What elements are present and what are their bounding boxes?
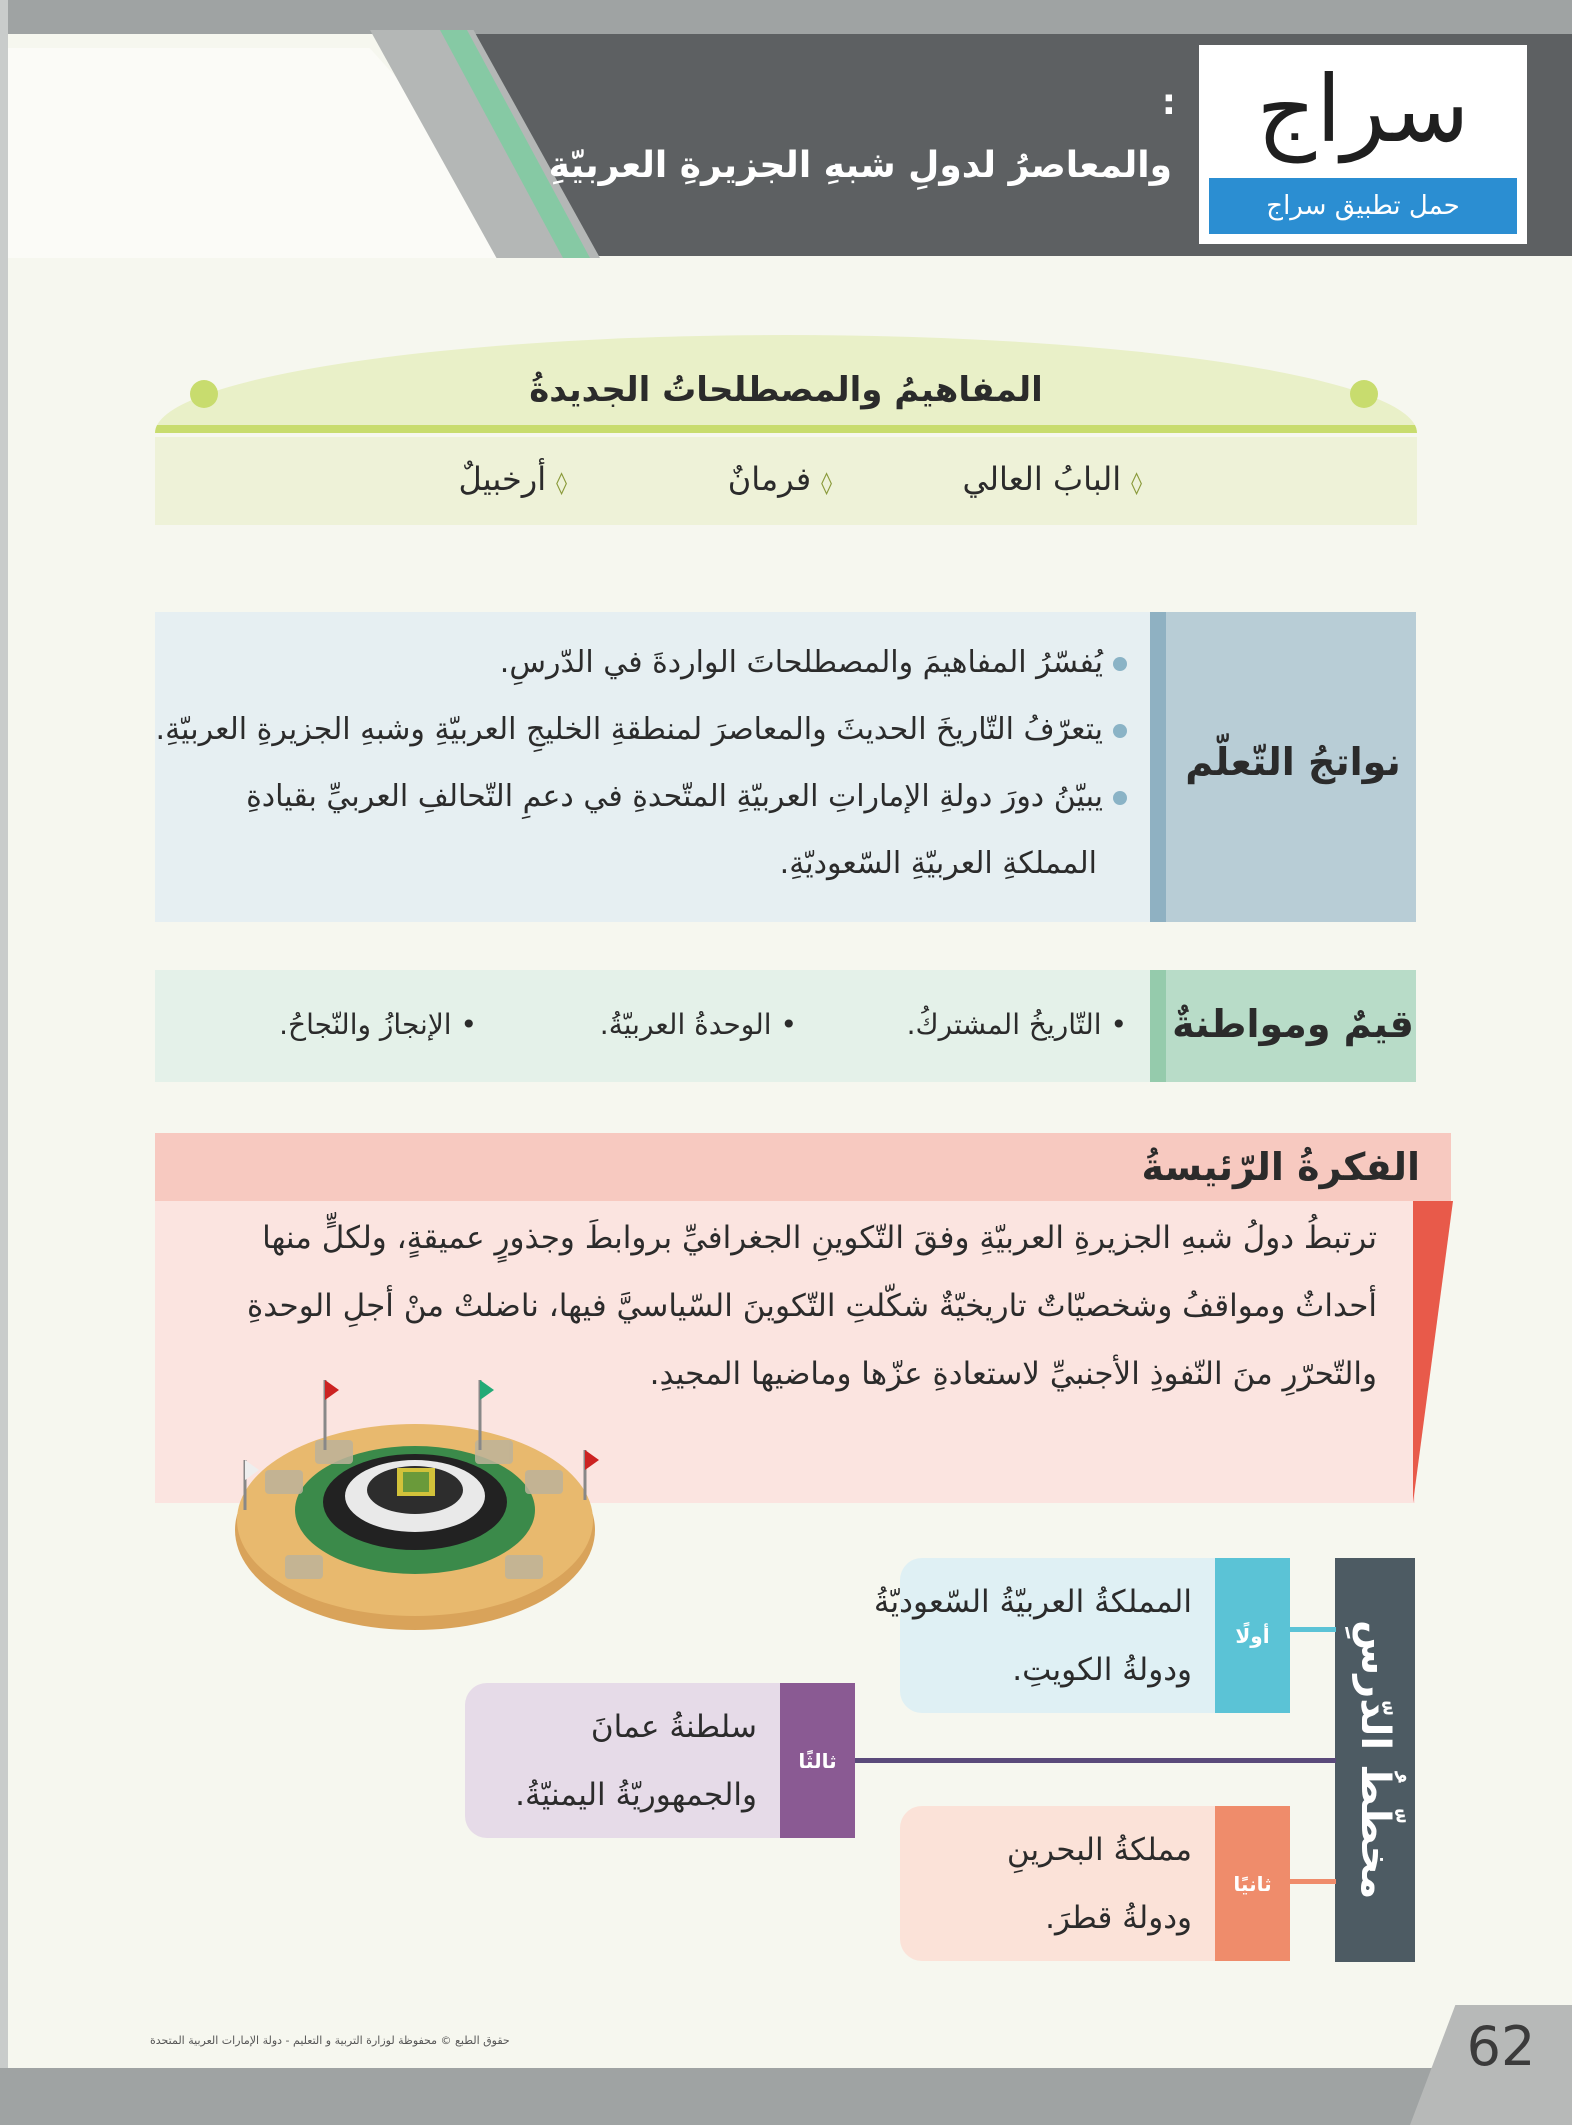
value-item: • الوحدةُ العربيّةُ.: [599, 1008, 797, 1041]
gcc-roundtable-illustration: [225, 1360, 605, 1640]
outcome-item-continued: المملكةِ العربيّةِ السّعوديّةِ.: [779, 846, 1097, 881]
lesson-plan-label-wrap: [1335, 1558, 1415, 1962]
main-idea-title: الفكرةُ الرّئيسةُ: [1141, 1145, 1420, 1189]
copyright-notice: حقوق الطبع © محفوظة لوزارة التربية و التعليم - دولة الإمارات العربية المتحدة: [150, 2034, 510, 2047]
plan-tag-second: ثانيًا: [1215, 1806, 1290, 1961]
concept-term: ◊البابُ العالي: [962, 460, 1142, 498]
learning-outcomes-label: نواتجُ التّعلّم: [1185, 740, 1401, 784]
plan-card-first-text: المملكةُ العربيّةُ السّعوديّةُ ودولةُ الكويتِ.: [873, 1584, 1192, 1688]
plan-tag-third: ثالثًا: [780, 1683, 855, 1838]
main-idea-accent: [1413, 1201, 1453, 1503]
main-idea-line: والتّحرّرِ منَ النّفوذِ الأجنبيِّ لاستعادةِ عزّها وماضيها المجيدِ.: [649, 1356, 1377, 1392]
lesson-title: والمعاصرُ لدولِ شبهِ الجزيرةِ العربيّةِ: [548, 145, 1172, 186]
dot-bullet-icon: [1113, 657, 1127, 671]
connector-second: [1290, 1879, 1336, 1884]
concepts-title: المفاهيمُ والمصطلحاتُ الجديدةُ: [529, 370, 1043, 410]
dot-bullet-icon: [1113, 791, 1127, 805]
connector-third: [855, 1758, 1336, 1763]
plan-tag-first: أولًا: [1215, 1558, 1290, 1713]
diamond-bullet-icon: ◊: [1131, 471, 1142, 496]
values-divider: [1150, 970, 1166, 1082]
concept-term: ◊أرخبيلٌ: [458, 460, 567, 498]
dot-bullet-icon: [1113, 724, 1127, 738]
page-edge: [0, 0, 8, 2125]
value-item: • التّاريخُ المشتركُ.: [906, 1008, 1127, 1041]
siraj-logo[interactable]: [1196, 42, 1530, 247]
header-colon: :: [1161, 82, 1176, 123]
outcome-item: يبيّنُ دورَ دولةِ الإماراتِ العربيّةِ المتّحدةِ في دعمِ التّحالفِ العربيِّ بقيادةِ: [246, 779, 1127, 814]
siraj-app-tagline: حمل تطبيق سراج: [1209, 178, 1517, 234]
lesson-plan-label: مخطّطُ الدّرسِ: [1352, 1620, 1398, 1900]
diamond-bullet-icon: ◊: [556, 471, 567, 496]
page-number: 62: [1466, 2015, 1536, 2078]
top-strip: [0, 0, 1572, 34]
value-item: • الإنجازُ والنّجاحُ.: [279, 1008, 477, 1041]
plan-card-second-text: مملكةُ البحرينِ ودولةُ قطرَ.: [1006, 1832, 1192, 1936]
diamond-bullet-icon: ◊: [821, 471, 832, 496]
connector-first: [1290, 1627, 1336, 1632]
main-idea-line: ترتبطُ دولُ شبهِ الجزيرةِ العربيّةِ وفقَ التّكوينِ الجغرافيِّ بروابطَ وجذورٍ عميقةٍ، ولكلٍّ منها: [262, 1220, 1377, 1256]
main-idea-line: أحداثٌ ومواقفُ وشخصيّاتٌ تاريخيّةٌ شكّلتِ التّكوينَ السّياسيَّ فيها، ناضلتْ منْ أجلِ الوحدةِ: [247, 1288, 1377, 1324]
outcome-item: يُفسّرُ المفاهيمَ والمصطلحاتَ الواردةَ في الدّرسِ.: [500, 645, 1127, 680]
values-label: قيمٌ ومواطنةٌ: [1172, 1002, 1414, 1046]
learning-outcomes-divider: [1150, 612, 1166, 922]
outcome-item: يتعرّفُ التّاريخَ الحديثَ والمعاصرَ لمنطقةِ الخليجِ العربيّةِ وشبهِ الجزيرةِ العربيّةِ.: [156, 712, 1127, 747]
concept-term: ◊فرمانٌ: [727, 460, 832, 498]
footer-bar: [0, 2068, 1572, 2125]
plan-card-third-text: سلطنةُ عمانَ والجمهوريّةُ اليمنيّةُ.: [515, 1709, 757, 1813]
siraj-logo-text: سراج: [1256, 56, 1470, 163]
